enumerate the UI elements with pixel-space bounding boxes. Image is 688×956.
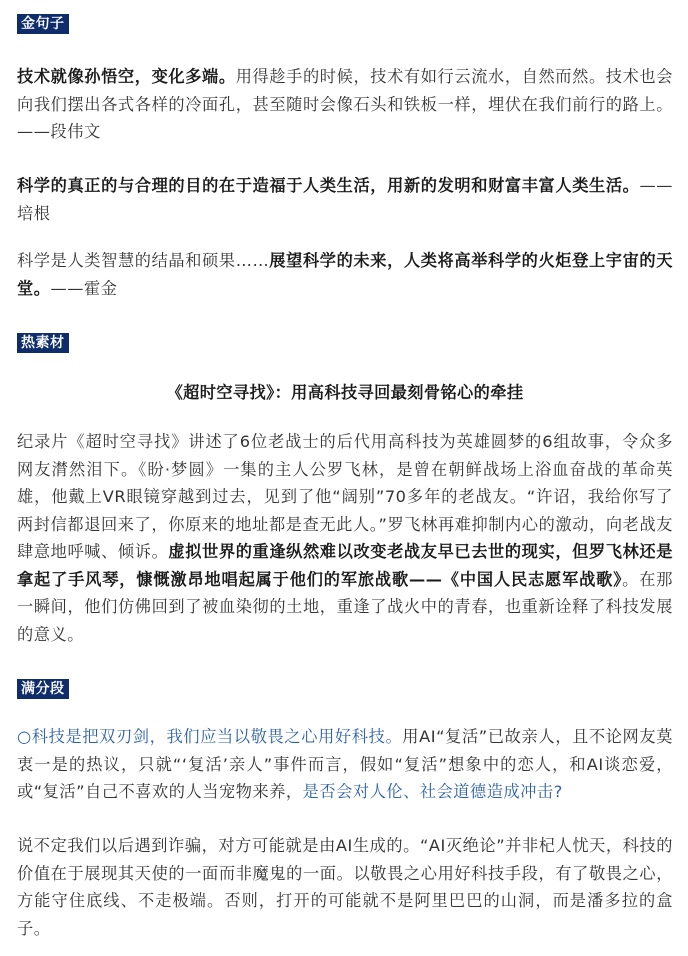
section-tag-golden: 金句子 (17, 14, 69, 34)
quote-3-pre: 科学是人类智慧的结晶和硕果…… (17, 251, 270, 270)
section-tag-full: 满分段 (17, 679, 69, 699)
quote-paragraph-2 (17, 172, 673, 227)
hot-text-post: 。在那一瞬间，他们仿佛回到了被血染彻的土地，重逢了战火中的青春，也重新诠释了科技发展的意义。 (17, 569, 673, 644)
quote-paragraph-1 (17, 63, 673, 146)
quote-paragraph-3 (17, 247, 673, 302)
quote-2-bold: 科学的真正的与合理的目的在于造福于人类生活，用新的发明和财富丰富人类生活。 (17, 176, 640, 195)
quote-2-rest: ——培根 (17, 176, 673, 223)
quote-1-bold: 技术就像孙悟空，变化多端。 (17, 67, 236, 86)
hot-text-bold: 虚拟世界的重逢纵然难以改变老战友早已去世的现实，但罗飞林还是拿起了手风琴，慷慨激昂地唱起属于他们的军旅战歌——《中国人民志愿军战歌》 (17, 542, 673, 589)
quote-3-rest: ——霍金 (50, 278, 118, 298)
full-paragraph-1 (17, 723, 673, 806)
full-text-mid: 用AI“复活”已故亲人，且不论网友莫衷一是的热议，只就“‘复活’亲人”事件而言，假如“复活”想象中的恋人，和AI谈恋爱，或“复活”自己不喜欢的人当宠物来养， (17, 727, 673, 801)
hot-title: 《超时空寻找》：用高科技寻回最刻骨铭心的牵挂 (166, 383, 524, 402)
full-paragraph-2: 说不定我们以后遇到诈骗，对方可能就是由AI生成的。“AI灭绝论”并非杞人忧天，科技的价值在于展现其天使的一面而非魔鬼的一面。以敬畏之心用好科技手段，有了敬畏之心，方能守住底线、不走极端。否则，打开的可能就不是阿里巴巴的山洞，而是潘多拉的盒子。 (17, 836, 673, 938)
section-tag-hot: 热素材 (17, 333, 69, 353)
full-text-blue-1: ○科技是把双刃剑，我们应当以敬畏之心用好科技。 (17, 727, 403, 746)
quote-3-bold: 展望科学的未来，人类将高举科学的火炬登上宇宙的天堂。 (17, 251, 673, 298)
full-text-blue-2: 是否会对人伦、社会道德造成冲击? (302, 782, 563, 801)
hot-text-pre: 纪录片《超时空寻找》讲述了6位老战士的后代用高科技为英雄圆梦的6组故事，令众多网友潸然泪下。《盼·梦圆》一集的主人公罗飞林，是曾在朝鲜战场上浴血奋战的革命英雄，他戴上VR眼镜穿越到过去，见到了他“阔别”70多年的老战友。“许诏，我给你写了两封信都退回来了，你原来的地址都是查无此人。”罗飞林再难抑制内心的激动，向老战友肆意地呼喊、倾诉。 (17, 432, 673, 561)
quote-1-rest: 用得趁手的时候，技术有如行云流水，自然而然。技术也会向我们摆出各式各样的冷面孔，甚至随时会像石头和铁板一样，埋伏在我们前行的路上。——段伟文 (17, 67, 673, 141)
hot-paragraph (17, 428, 673, 648)
